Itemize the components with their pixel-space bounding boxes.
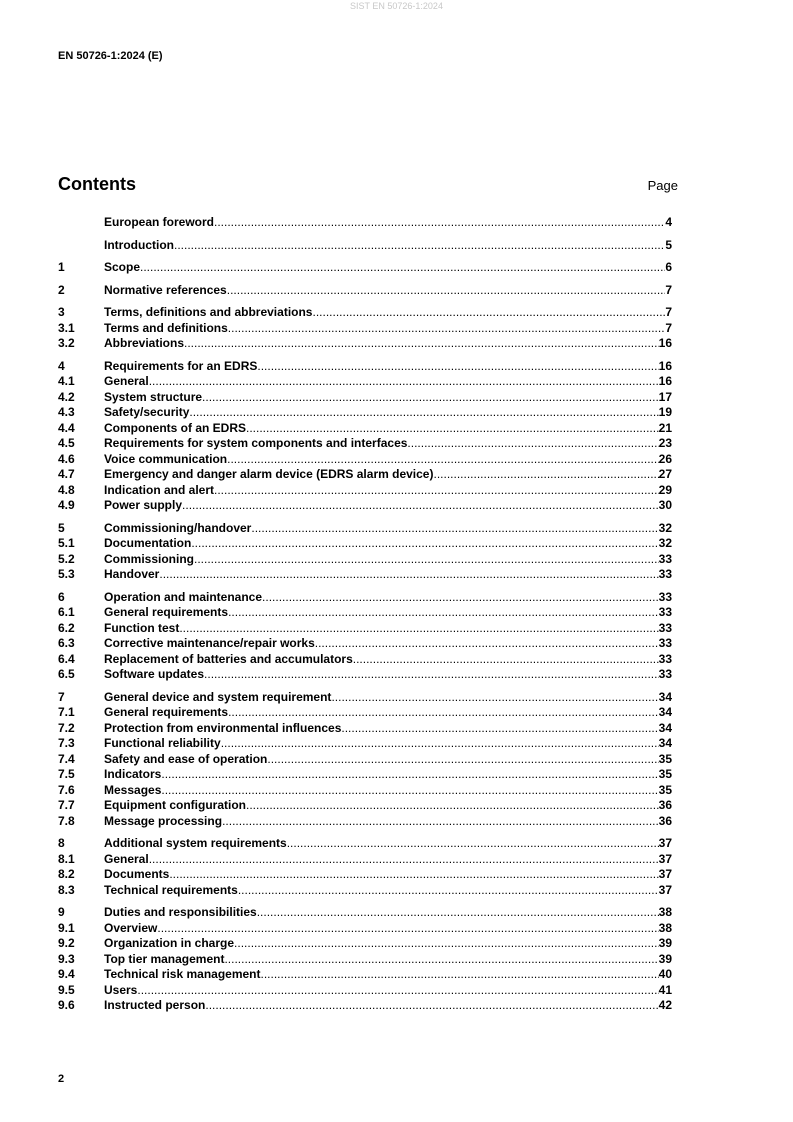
toc-entry-number: 7.1 — [58, 705, 75, 719]
dot-leader — [287, 836, 659, 852]
toc-entry-number: 4.8 — [58, 482, 75, 497]
toc-entry-title: Software updates — [104, 667, 205, 681]
toc-entry-number: 6 — [58, 589, 65, 604]
toc-entry-title: Users — [104, 982, 138, 997]
toc-entry-number: 7.6 — [58, 782, 75, 797]
toc-entry-title: Overview — [104, 920, 158, 935]
toc-entry[interactable] — [58, 836, 672, 852]
toc-entry-number: 8.1 — [58, 851, 75, 866]
dot-leader — [227, 452, 659, 468]
toc-entry-number: 3.1 — [58, 320, 75, 335]
toc-group — [58, 260, 672, 276]
dot-leader — [174, 238, 665, 254]
toc-entry-page: 34 — [658, 736, 672, 750]
dot-leader — [315, 636, 659, 652]
toc-entry-page: 38 — [658, 905, 672, 919]
toc-entry-title: Terms, definitions and abbreviations — [104, 305, 313, 319]
dot-leader — [228, 321, 666, 337]
toc-entry-page: 36 — [658, 798, 672, 812]
toc-entry-page: 41 — [658, 982, 672, 997]
toc-group — [58, 905, 672, 1014]
dot-leader — [222, 814, 659, 830]
toc-entry-number: 7.7 — [58, 798, 75, 812]
dot-leader — [157, 921, 658, 937]
toc-entry[interactable] — [58, 305, 672, 321]
dot-leader — [261, 967, 659, 983]
toc-entry[interactable] — [58, 767, 672, 783]
toc-entry[interactable] — [58, 567, 672, 583]
toc-entry-page: 33 — [658, 551, 672, 566]
toc-entry-page: 42 — [658, 998, 672, 1012]
toc-entry[interactable] — [58, 936, 672, 952]
toc-entry-number: 7.2 — [58, 720, 75, 735]
toc-entry-title: Terms and definitions — [104, 320, 228, 335]
toc-entry[interactable] — [58, 983, 672, 999]
toc-entry[interactable] — [58, 752, 672, 768]
toc-entry[interactable] — [58, 336, 672, 352]
toc-entry-page: 35 — [658, 751, 672, 766]
toc-entry[interactable] — [58, 467, 672, 483]
dot-leader — [238, 883, 659, 899]
toc-entry[interactable] — [58, 621, 672, 637]
toc-entry-page: 16 — [658, 374, 672, 388]
toc-entry-number: 7 — [58, 689, 65, 704]
toc-entry-title: Message processing — [104, 813, 223, 828]
toc-entry-title: Emergency and danger alarm device (EDRS alarm device) — [104, 467, 434, 481]
toc-entry-title: Function test — [104, 620, 180, 635]
toc-entry[interactable] — [58, 852, 672, 868]
toc-entry-page: 33 — [658, 589, 672, 604]
toc-entry-title: Technical risk management — [104, 967, 261, 981]
dot-leader — [312, 305, 665, 321]
toc-entry[interactable] — [58, 390, 672, 406]
toc-entry-number: 6.5 — [58, 667, 75, 681]
toc-entry-number: 7.8 — [58, 813, 75, 828]
toc-entry[interactable] — [58, 552, 672, 568]
dot-leader — [407, 436, 658, 452]
dot-leader — [221, 736, 659, 752]
dot-leader — [169, 867, 658, 883]
toc-group — [58, 521, 672, 583]
toc-group — [58, 238, 672, 254]
toc-entry[interactable] — [58, 721, 672, 737]
toc-entry-title: Requirements for an EDRS — [104, 358, 258, 373]
toc-entry-number: 5.1 — [58, 536, 75, 550]
toc-entry[interactable] — [58, 215, 672, 231]
dot-leader — [234, 936, 659, 952]
toc-entry[interactable] — [58, 605, 672, 621]
toc-entry-page: 16 — [658, 336, 672, 350]
dot-leader — [228, 605, 659, 621]
toc-entry-number: 9 — [58, 905, 65, 919]
toc-entry-page: 33 — [658, 651, 672, 666]
toc-entry-title: Messages — [104, 782, 162, 797]
toc-entry[interactable] — [58, 736, 672, 752]
toc-entry-title: Equipment configuration — [104, 798, 246, 812]
toc-entry-page: 30 — [658, 498, 672, 512]
toc-entry-page: 39 — [658, 936, 672, 950]
page-title: Contents — [58, 174, 136, 194]
toc-entry-number: 8 — [58, 836, 65, 850]
toc-entry[interactable] — [58, 452, 672, 468]
toc-entry[interactable] — [58, 436, 672, 452]
toc-entry-title: Components of an EDRS — [104, 420, 247, 435]
toc-entry-page: 37 — [658, 867, 672, 881]
toc-entry-title: Safety/security — [104, 405, 190, 419]
toc-entry[interactable] — [58, 483, 672, 499]
toc-group — [58, 690, 672, 830]
dot-leader — [246, 798, 659, 814]
toc-entry[interactable] — [58, 359, 672, 375]
toc-entry-title: Functional reliability — [104, 736, 221, 750]
toc-entry[interactable] — [58, 405, 672, 421]
toc-entry[interactable] — [58, 883, 672, 899]
toc-entry-title: General requirements — [104, 705, 229, 719]
toc-entry[interactable] — [58, 667, 672, 683]
toc-entry-page: 17 — [658, 389, 672, 404]
toc-entry-title: Safety and ease of operation — [104, 751, 268, 766]
toc-entry-number: 3 — [58, 305, 65, 319]
toc-entry-number: 8.2 — [58, 867, 75, 881]
toc-entry-number: 8.3 — [58, 882, 75, 897]
toc-entry-page: 36 — [658, 813, 672, 828]
toc-entry-title: Indicators — [104, 767, 162, 781]
toc-entry-number: 1 — [58, 260, 65, 274]
toc-entry-page: 7 — [665, 305, 672, 319]
toc-entry-page: 35 — [658, 782, 672, 797]
dot-leader — [257, 905, 659, 921]
dot-leader — [140, 260, 665, 276]
dot-leader — [137, 983, 658, 999]
dot-leader — [228, 705, 659, 721]
toc-entry[interactable] — [58, 690, 672, 706]
toc-group — [58, 305, 672, 352]
toc-entry-page: 23 — [658, 436, 672, 450]
toc-entry-page: 33 — [658, 567, 672, 581]
toc-entry[interactable] — [58, 321, 672, 337]
toc-entry-title: Corrective maintenance/repair works — [104, 636, 315, 650]
toc-entry[interactable] — [58, 967, 672, 983]
dot-leader — [161, 783, 658, 799]
document-id: EN 50726-1:2024 (E) — [58, 50, 163, 62]
toc-entry-number: 7.3 — [58, 736, 75, 750]
toc-entry-title: Commissioning — [104, 551, 195, 566]
toc-entry[interactable] — [58, 636, 672, 652]
dot-leader — [214, 483, 659, 499]
dot-leader — [214, 215, 665, 231]
toc-entry-page: 39 — [658, 951, 672, 966]
toc-entry-page: 5 — [665, 237, 672, 252]
toc-entry[interactable] — [58, 421, 672, 437]
toc-entry[interactable] — [58, 998, 672, 1014]
toc-entry-number: 4.4 — [58, 420, 75, 435]
toc-entry[interactable] — [58, 952, 672, 968]
dot-leader — [204, 667, 659, 683]
toc-entry-title: Voice communication — [104, 451, 228, 466]
dot-leader — [202, 390, 659, 406]
dot-leader — [179, 621, 658, 637]
toc-entry-number: 4.3 — [58, 405, 75, 419]
toc-entry-page: 33 — [658, 605, 672, 619]
toc-entry-number: 5 — [58, 520, 65, 535]
table-of-contents — [58, 215, 672, 1021]
toc-entry-page: 32 — [658, 536, 672, 550]
dot-leader — [353, 652, 659, 668]
dot-leader — [433, 467, 658, 483]
toc-group — [58, 590, 672, 683]
toc-entry-page: 34 — [658, 720, 672, 735]
dot-leader — [205, 998, 658, 1014]
toc-entry-page: 37 — [658, 851, 672, 866]
toc-entry-title: System structure — [104, 389, 203, 404]
toc-entry-page: 33 — [658, 636, 672, 650]
toc-entry-title: Instructed person — [104, 998, 206, 1012]
dot-leader — [267, 752, 658, 768]
toc-entry-title: General device and system requirement — [104, 689, 332, 704]
toc-entry-page: 7 — [665, 282, 672, 297]
toc-entry-title: Duties and responsibilities — [104, 905, 257, 919]
toc-entry-title: General — [104, 374, 149, 388]
toc-entry-page: 32 — [658, 520, 672, 535]
toc-entry[interactable] — [58, 798, 672, 814]
toc-entry-title: Replacement of batteries and accumulators — [104, 651, 353, 666]
toc-entry-title: Organization in charge — [104, 936, 235, 950]
dot-leader — [227, 283, 666, 299]
toc-entry-page: 27 — [658, 467, 672, 481]
toc-entry-number: 4.6 — [58, 451, 75, 466]
toc-entry-title: Normative references — [104, 282, 227, 297]
toc-entry[interactable] — [58, 521, 672, 537]
toc-entry-number: 2 — [58, 282, 65, 297]
toc-entry-number: 9.5 — [58, 982, 75, 997]
toc-entry-number: 5.2 — [58, 551, 75, 566]
toc-entry-title: Abbreviations — [104, 336, 185, 350]
dot-leader — [191, 536, 658, 552]
toc-entry-title: Power supply — [104, 498, 183, 512]
toc-entry-title: General requirements — [104, 605, 229, 619]
dot-leader — [149, 852, 659, 868]
toc-entry[interactable] — [58, 652, 672, 668]
toc-entry-number: 3.2 — [58, 336, 75, 350]
dot-leader — [184, 336, 659, 352]
toc-entry-number: 9.1 — [58, 920, 75, 935]
toc-entry-title: Commissioning/handover — [104, 520, 252, 535]
toc-entry-number: 6.3 — [58, 636, 75, 650]
dot-leader — [257, 359, 658, 375]
toc-entry-page: 35 — [658, 767, 672, 781]
toc-entry-title: Top tier management — [104, 951, 225, 966]
dot-leader — [341, 721, 658, 737]
toc-entry-title: Additional system requirements — [104, 836, 287, 850]
toc-entry[interactable] — [58, 921, 672, 937]
dot-leader — [159, 567, 658, 583]
dot-leader — [189, 405, 658, 421]
toc-entry[interactable] — [58, 905, 672, 921]
dot-leader — [246, 421, 659, 437]
toc-entry-title: European foreword — [104, 215, 215, 229]
toc-group — [58, 215, 672, 231]
toc-entry[interactable] — [58, 867, 672, 883]
toc-entry-title: Protection from environmental influences — [104, 720, 342, 735]
toc-entry-number: 9.6 — [58, 998, 75, 1012]
toc-entry-title: Scope — [104, 260, 141, 274]
toc-entry[interactable] — [58, 705, 672, 721]
toc-entry[interactable] — [58, 283, 672, 299]
toc-entry-number: 9.2 — [58, 936, 75, 950]
toc-entry-page: 34 — [658, 705, 672, 719]
toc-entry-number: 7.5 — [58, 767, 75, 781]
toc-entry[interactable] — [58, 783, 672, 799]
toc-entry-page: 37 — [658, 836, 672, 850]
dot-leader — [251, 521, 658, 537]
toc-group — [58, 836, 672, 898]
toc-entry-page: 40 — [658, 967, 672, 981]
toc-entry-number: 9.4 — [58, 967, 75, 981]
watermark: SIST EN 50726-1:2024 — [350, 1, 443, 11]
toc-entry-page: 19 — [658, 405, 672, 419]
toc-entry-title: Introduction — [104, 237, 174, 252]
toc-entry-title: Documents — [104, 867, 170, 881]
dot-leader — [149, 374, 659, 390]
toc-entry-title: General — [104, 851, 149, 866]
toc-entry-page: 6 — [665, 260, 672, 274]
toc-entry-page: 7 — [665, 320, 672, 335]
toc-entry-number: 7.4 — [58, 751, 75, 766]
toc-entry-title: Handover — [104, 567, 160, 581]
toc-entry-title: Documentation — [104, 536, 192, 550]
toc-entry-page: 16 — [658, 358, 672, 373]
toc-entry-title: Requirements for system components and interfaces — [104, 436, 408, 450]
toc-entry[interactable] — [58, 374, 672, 390]
toc-entry-number: 6.1 — [58, 605, 75, 619]
toc-entry-title: Operation and maintenance — [104, 589, 263, 604]
toc-entry[interactable] — [58, 238, 672, 254]
toc-entry-number: 4.1 — [58, 374, 75, 388]
toc-entry-page: 4 — [665, 215, 672, 229]
toc-entry-number: 9.3 — [58, 951, 75, 966]
toc-group — [58, 359, 672, 514]
toc-entry-number: 4.9 — [58, 498, 75, 512]
toc-entry-page: 21 — [658, 420, 672, 435]
footer-page-number: 2 — [58, 1073, 65, 1085]
toc-entry-page: 29 — [658, 482, 672, 497]
toc-entry-number: 4 — [58, 358, 65, 373]
toc-entry-number: 4.2 — [58, 389, 75, 404]
toc-entry-number: 6.4 — [58, 651, 75, 666]
toc-entry-title: Indication and alert — [104, 482, 215, 497]
dot-leader — [182, 498, 659, 514]
toc-entry-number: 4.5 — [58, 436, 75, 450]
toc-entry-title: Technical requirements — [104, 882, 238, 897]
dot-leader — [161, 767, 658, 783]
page-column-heading: Page — [647, 178, 678, 193]
dot-leader — [331, 690, 658, 706]
dot-leader — [262, 590, 659, 606]
toc-entry-page: 37 — [658, 882, 672, 897]
toc-entry-number: 4.7 — [58, 467, 75, 481]
toc-entry[interactable] — [58, 260, 672, 276]
toc-entry-page: 38 — [658, 920, 672, 935]
dot-leader — [224, 952, 658, 968]
toc-entry[interactable] — [58, 498, 672, 514]
toc-entry[interactable] — [58, 590, 672, 606]
toc-entry-number: 5.3 — [58, 567, 75, 581]
toc-entry[interactable] — [58, 536, 672, 552]
toc-entry-page: 26 — [658, 451, 672, 466]
toc-group — [58, 283, 672, 299]
toc-entry[interactable] — [58, 814, 672, 830]
toc-entry-page: 34 — [658, 689, 672, 704]
toc-entry-page: 33 — [658, 620, 672, 635]
toc-entry-number: 6.2 — [58, 620, 75, 635]
dot-leader — [194, 552, 659, 568]
toc-entry-page: 33 — [658, 667, 672, 681]
